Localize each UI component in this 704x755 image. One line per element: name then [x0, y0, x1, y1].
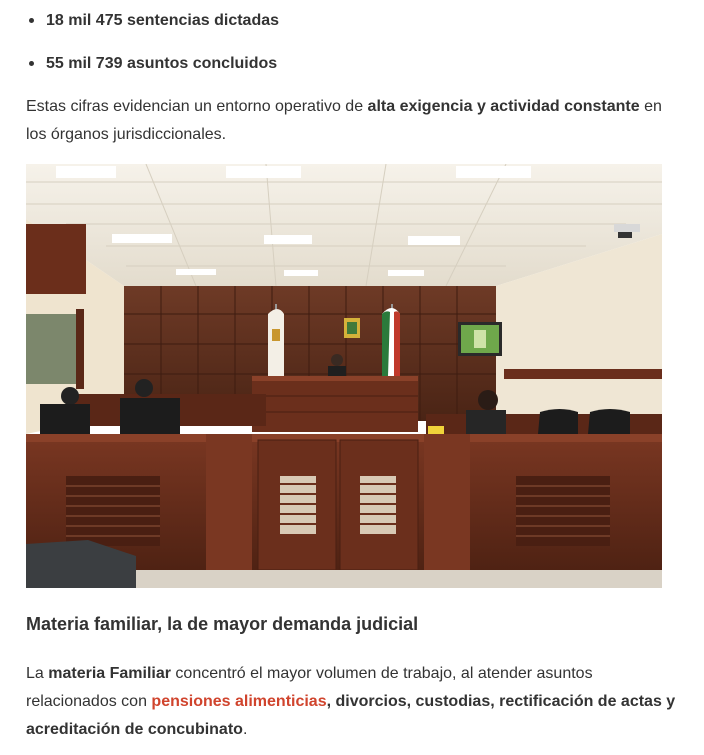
- paragraph-body: [26, 660, 676, 744]
- paragraph-emphasis: alta exigencia y actividad constante: [367, 98, 640, 115]
- bullet-text: 18 mil 475 sentencias dictadas: [46, 12, 280, 29]
- paragraph-text: en los órganos jurisdiccionales.: [26, 98, 662, 143]
- bullet-icon: [29, 18, 34, 23]
- stats-list: [26, 8, 686, 77]
- paragraph-text: .: [242, 721, 248, 738]
- paragraph-intro: [26, 93, 676, 149]
- paragraph-emphasis: materia Familiar: [48, 665, 171, 682]
- list-item: [26, 51, 686, 77]
- paragraph-text: La: [26, 665, 49, 682]
- bullet-icon: [29, 61, 34, 66]
- bullet-text: 55 mil 739 asuntos concluidos: [46, 55, 278, 72]
- paragraph-emphasis: , divorcios, custodias, rectificación de actas y acreditación de concubinato: [26, 693, 676, 738]
- paragraph-text: Estas cifras evidencian un entorno operativo de: [26, 98, 368, 115]
- section-heading: Materia familiar, la de mayor demanda judicial: [26, 614, 419, 634]
- courtroom-photo: [26, 164, 662, 588]
- paragraph-text: concentró el mayor volumen de trabajo, al atender asuntos relacionados con: [26, 665, 593, 710]
- state-flag: [268, 309, 284, 376]
- judge: [331, 354, 343, 366]
- list-item: [26, 8, 686, 34]
- pensiones-link[interactable]: pensiones alimenticias: [151, 693, 327, 710]
- judge-bench: [252, 376, 418, 432]
